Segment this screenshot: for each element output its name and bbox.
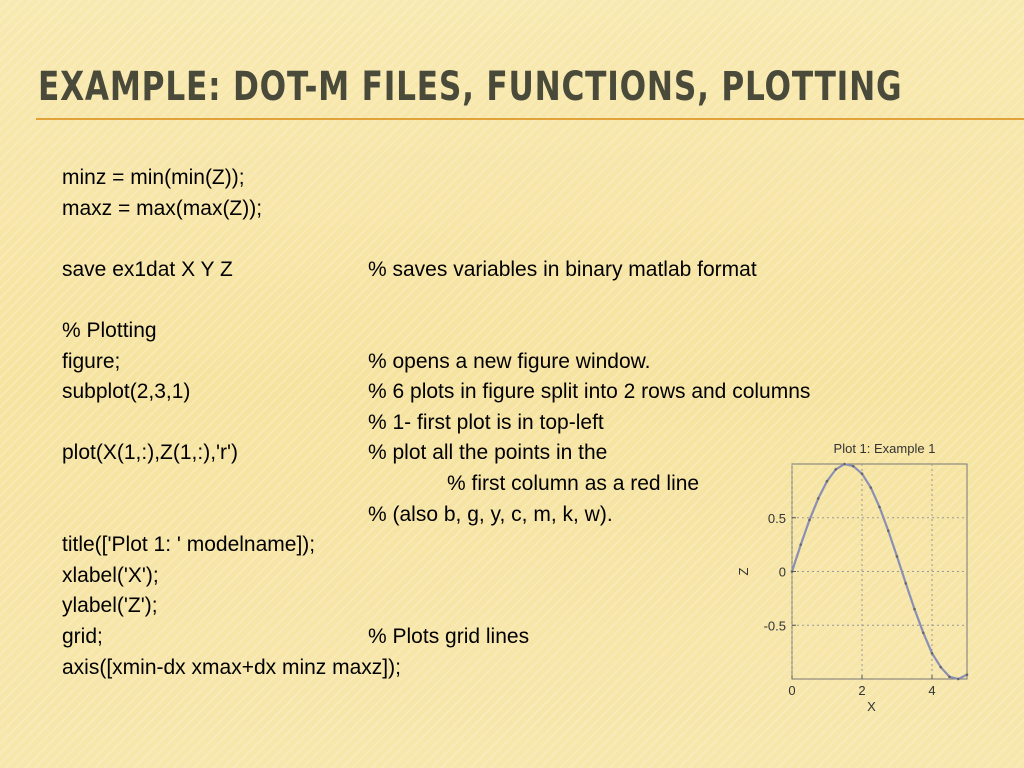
code-command: axis([xmin-dx xmax+dx minz maxz]); xyxy=(62,655,401,679)
series-point xyxy=(939,666,942,669)
code-command: plot(X(1,:),Z(1,:),'r') xyxy=(62,441,239,465)
x-tick-label: 0 xyxy=(788,683,796,698)
code-comment: % 6 plots in figure split into 2 rows and columns xyxy=(368,380,811,404)
slide-title: EXAMPLE: DOT-M FILES, FUNCTIONS, PLOTTING xyxy=(38,64,903,110)
series-point xyxy=(966,673,969,676)
code-command: ylabel('Z'); xyxy=(62,594,158,618)
series-point xyxy=(852,465,855,468)
code-command: grid; xyxy=(62,624,103,648)
code-comment: % first column as a red line xyxy=(447,471,700,495)
series-point xyxy=(799,543,802,546)
x-tick-label: 2 xyxy=(858,683,866,698)
code-comment: % Plots grid lines xyxy=(368,624,530,648)
y-axis-label: Z xyxy=(736,567,751,576)
series-point xyxy=(957,678,960,681)
plot-figure xyxy=(736,436,980,721)
series-point xyxy=(948,676,951,679)
series-point xyxy=(896,555,899,558)
series-point xyxy=(904,582,907,585)
code-command: figure; xyxy=(62,349,121,373)
code-comment: % plot all the points in the xyxy=(368,441,608,465)
series-point xyxy=(834,468,837,471)
series-point xyxy=(913,608,916,611)
series-point xyxy=(808,519,811,522)
y-tick-label: 0 xyxy=(778,564,786,580)
code-command: xlabel('X'); xyxy=(62,563,159,587)
x-tick-label: 4 xyxy=(928,683,936,698)
y-tick-label: 0.5 xyxy=(767,510,786,526)
series-point xyxy=(817,497,820,500)
series-point xyxy=(931,652,934,655)
plot-svg xyxy=(736,436,980,721)
series-point xyxy=(826,480,829,483)
series-point xyxy=(869,486,872,489)
x-axis-label: X xyxy=(867,699,876,714)
series-point xyxy=(861,472,864,475)
code-command: save ex1dat X Y Z xyxy=(62,257,233,281)
series-point xyxy=(887,529,890,532)
code-command: maxz = max(max(Z)); xyxy=(62,196,263,220)
code-comment: % opens a new figure window. xyxy=(368,349,651,373)
series-point xyxy=(843,463,846,466)
series-point xyxy=(878,506,881,509)
chart-title: Plot 1: Example 1 xyxy=(833,441,936,456)
code-comment: % (also b, g, y, c, m, k, w). xyxy=(368,502,613,526)
title-underline xyxy=(36,118,1024,120)
code-command: subplot(2,3,1) xyxy=(62,380,191,404)
code-comment: % saves variables in binary matlab format xyxy=(368,257,757,281)
code-command: % Plotting xyxy=(62,318,157,342)
code-command: title(['Plot 1: ' modelname]); xyxy=(62,533,316,557)
series-point xyxy=(922,631,925,634)
code-command: minz = min(min(Z)); xyxy=(62,166,245,189)
y-tick-label: -0.5 xyxy=(763,618,786,634)
code-comment: % 1- first plot is in top-left xyxy=(368,410,604,434)
